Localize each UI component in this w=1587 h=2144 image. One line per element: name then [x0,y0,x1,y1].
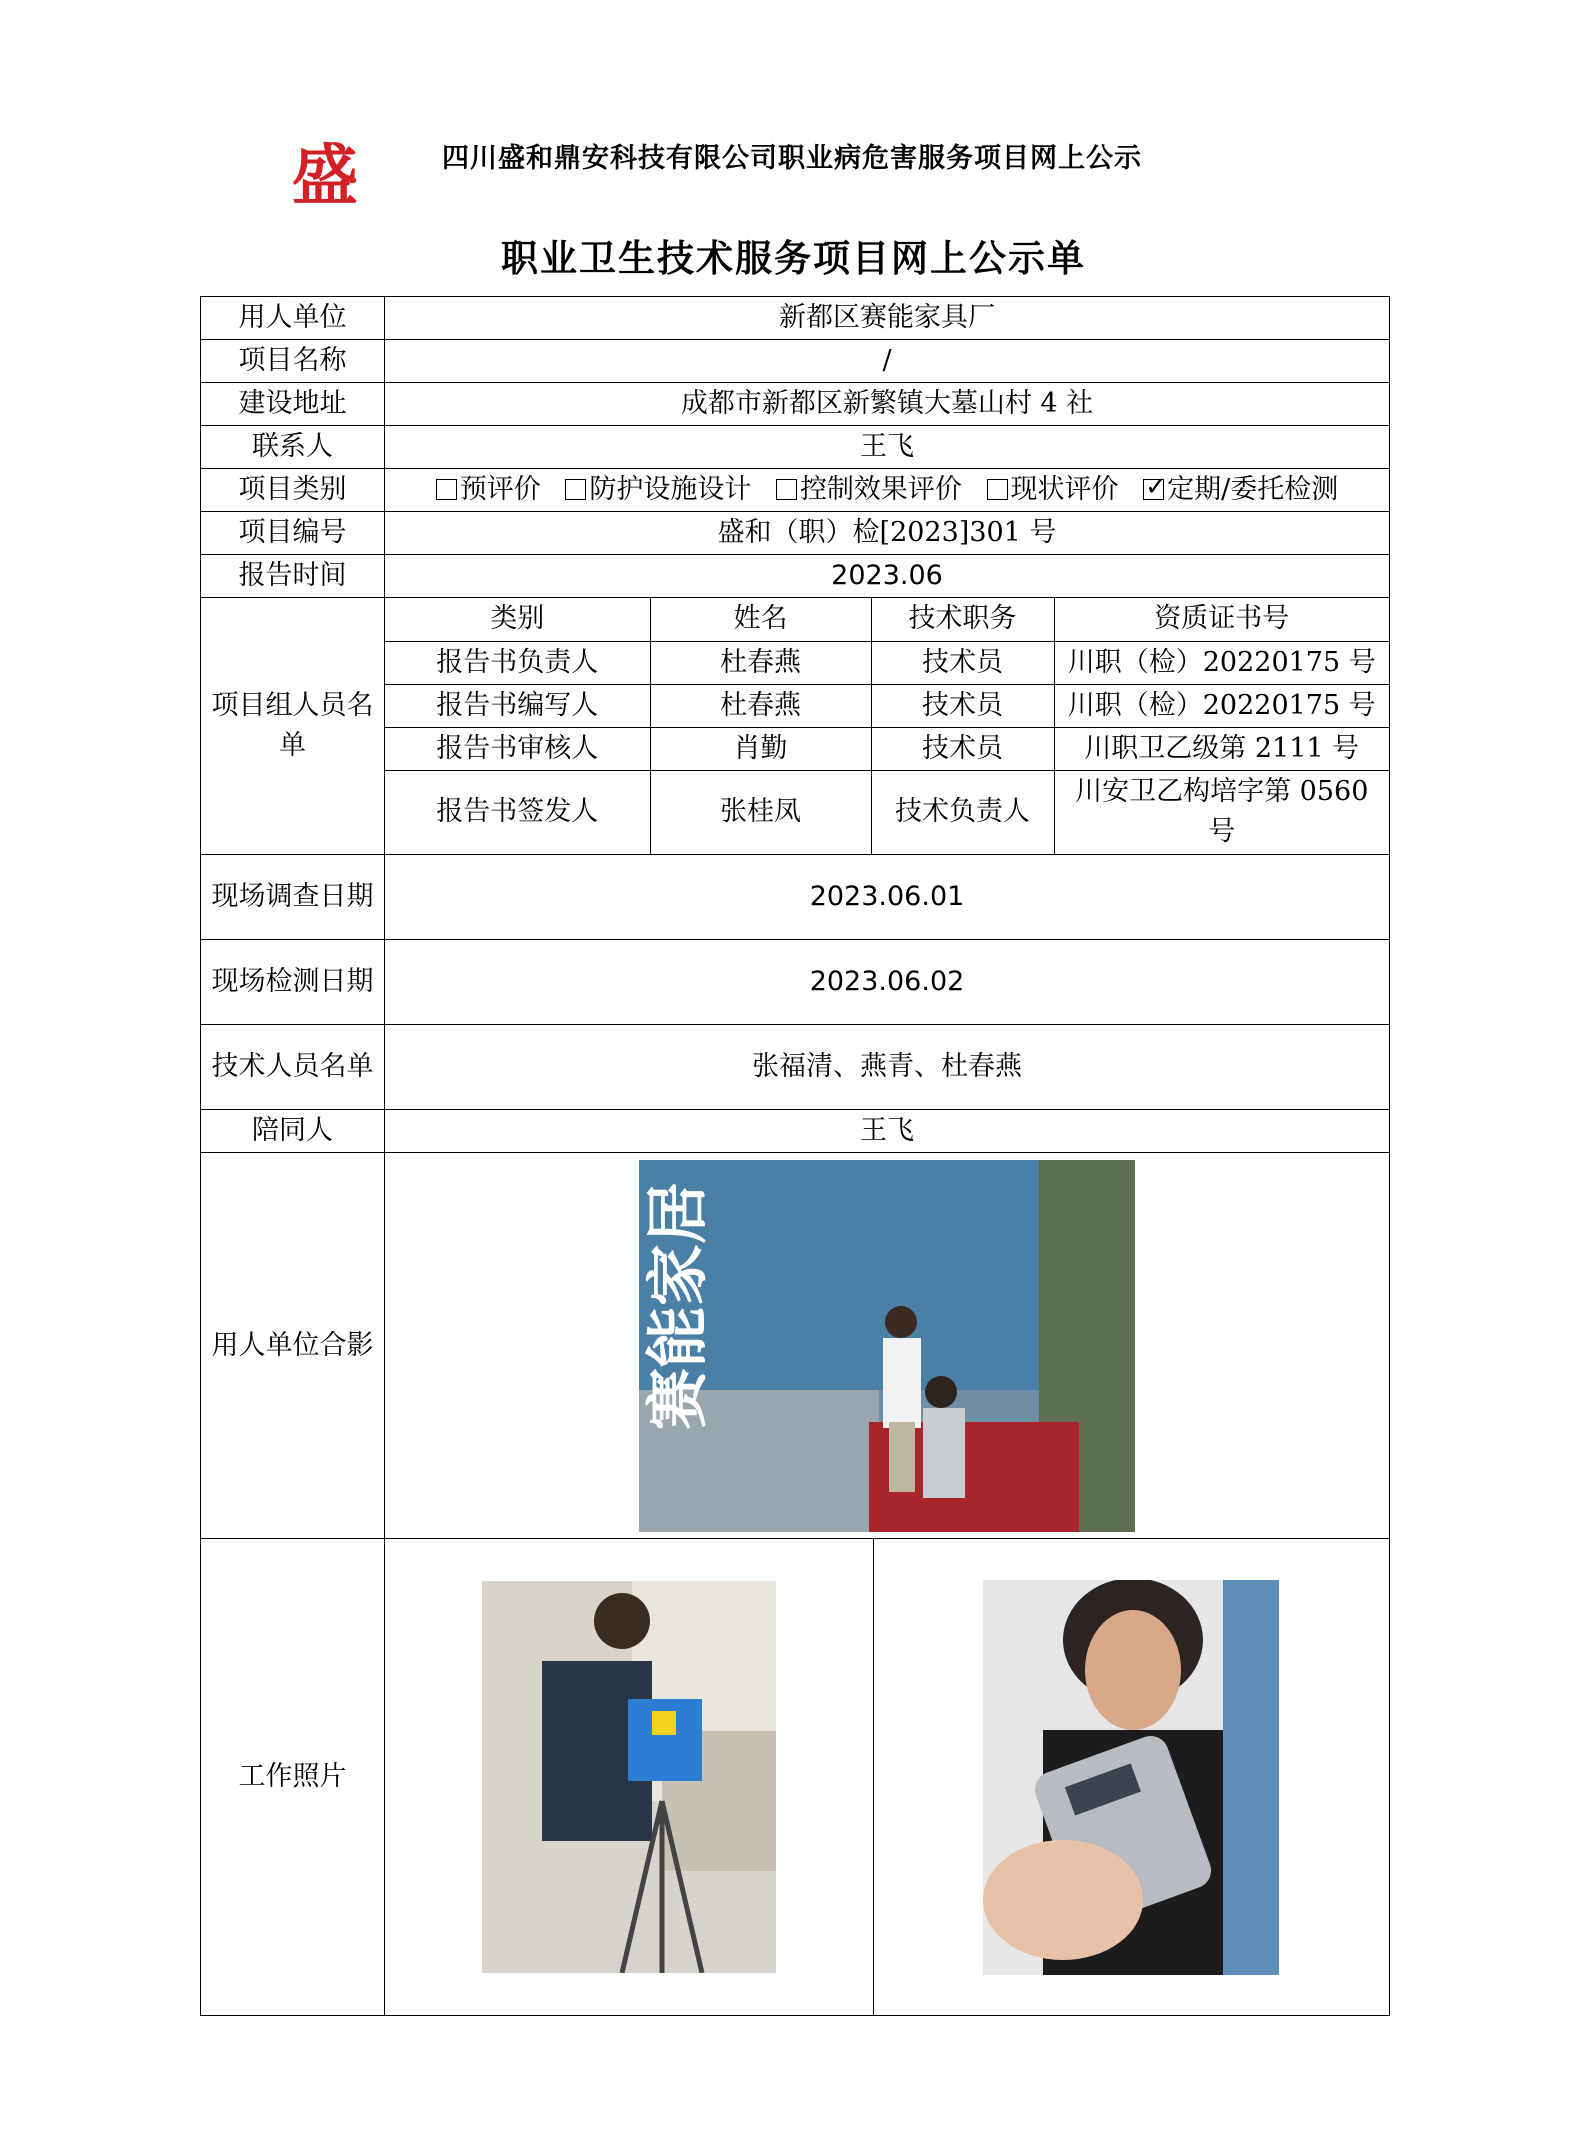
contact-label: 联系人 [201,426,385,469]
report-time-label: 报告时间 [201,555,385,598]
contact-value: 王飞 [385,426,1390,469]
team-title: 技术员 [871,727,1054,770]
category-option-label: 预评价 [459,474,541,505]
team-title: 技术员 [871,684,1054,727]
project-no-label: 项目编号 [201,512,385,555]
page-title: 职业卫生技术服务项目网上公示单 [501,236,1086,280]
accompany-value: 王飞 [385,1110,1390,1153]
work-photo-cell [385,1539,1390,2016]
table-row [385,684,1389,727]
work-photo-sampler [482,1581,776,1973]
team-role: 报告书签发人 [385,770,650,854]
category-option [436,470,541,510]
accompany-label: 陪同人 [201,1110,385,1153]
team-role: 报告书编写人 [385,684,650,727]
team-cell [385,598,1390,855]
survey-date-label: 现场调查日期 [201,855,385,940]
logo-glyph: 盛 [292,136,358,214]
category-label: 项目类别 [201,469,385,512]
company-logo [285,134,365,214]
team-cert: 川职卫乙级第 2111 号 [1054,727,1389,770]
checkbox-icon [776,479,797,500]
work-photo-noise-meter [983,1580,1279,1975]
team-header: 技术职务 [871,598,1054,641]
team-title: 技术负责人 [871,770,1054,854]
team-cert: 川职（检）20220175 号 [1054,641,1389,684]
company-header: 四川盛和鼎安科技有限公司职业病危害服务项目网上公示 [442,143,1142,174]
group-photo-label: 用人单位合影 [201,1153,385,1539]
team-cert: 川职（检）20220175 号 [1054,684,1389,727]
checkbox-checked-icon [1143,479,1164,500]
checkbox-icon [987,479,1008,500]
group-photo-sign-text: 赛能家居 [641,1181,714,1430]
checkbox-icon [436,479,457,500]
group-photo-cell [385,1153,1390,1539]
work-photo-label: 工作照片 [201,1539,385,2016]
employer-label: 用人单位 [201,297,385,340]
tech-staff-value: 张福清、燕青、杜春燕 [385,1025,1390,1110]
category-option [987,470,1119,510]
group-photo [639,1160,1135,1532]
test-date-label: 现场检测日期 [201,940,385,1025]
tech-staff-label: 技术人员名单 [201,1025,385,1110]
address-label: 建设地址 [201,383,385,426]
team-cert: 川安卫乙构培字第 0560 号 [1054,770,1389,854]
test-date-value: 2023.06.02 [385,940,1390,1025]
category-option-label: 现状评价 [1010,474,1119,505]
team-header: 类别 [385,598,650,641]
category-options [385,469,1390,512]
team-name: 杜春燕 [650,641,871,684]
employer-value: 新都区赛能家具厂 [385,297,1390,340]
team-name: 肖勤 [650,727,871,770]
category-option [565,470,751,510]
report-time-value: 2023.06 [385,555,1390,598]
team-label: 项目组人员名单 [201,598,385,855]
project-name-label: 项目名称 [201,340,385,383]
team-role: 报告书审核人 [385,727,650,770]
survey-date-value: 2023.06.01 [385,855,1390,940]
team-role: 报告书负责人 [385,641,650,684]
table-row [385,727,1389,770]
table-row [385,641,1389,684]
team-header: 姓名 [650,598,871,641]
team-title: 技术员 [871,641,1054,684]
address-value: 成都市新都区新繁镇大墓山村 4 社 [385,383,1390,426]
category-option-label: 控制效果评价 [799,474,962,505]
team-header: 资质证书号 [1054,598,1389,641]
category-option [1143,470,1338,510]
category-option-label: 定期/委托检测 [1167,474,1339,505]
table-row [385,770,1389,854]
checkbox-icon [565,479,586,500]
category-option [776,470,962,510]
team-table [385,598,1389,854]
team-name: 张桂凤 [650,770,871,854]
work-photo-left-cell [385,1539,873,2015]
project-name-value: / [385,340,1390,383]
disclosure-table [200,296,1390,2016]
project-no-value: 盛和（职）检[2023]301 号 [385,512,1390,555]
category-option-label: 防护设施设计 [589,474,752,505]
team-name: 杜春燕 [650,684,871,727]
work-photo-table [385,1539,1389,2015]
work-photo-right-cell [873,1539,1389,2015]
